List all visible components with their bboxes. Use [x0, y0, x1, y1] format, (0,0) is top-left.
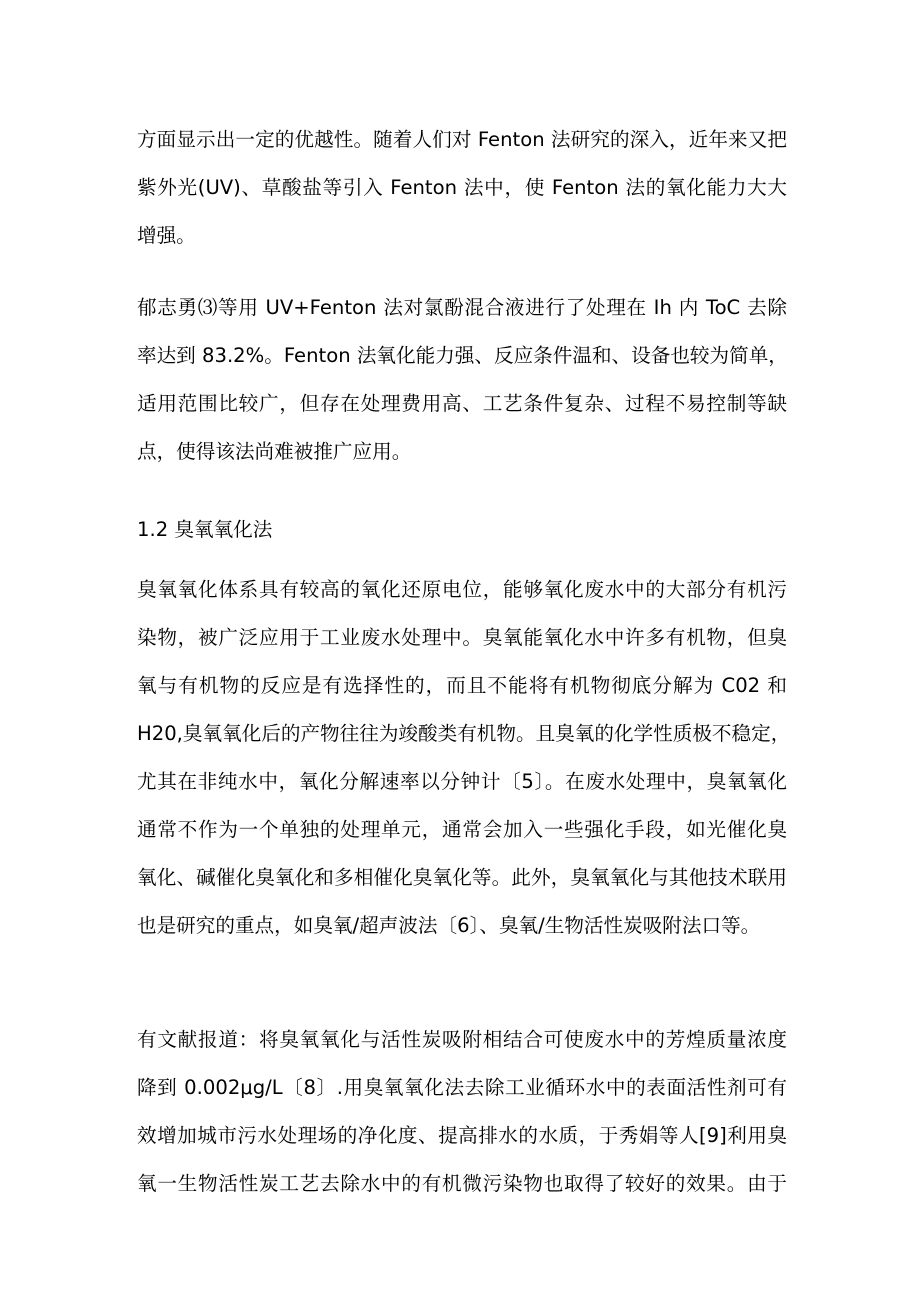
section-heading: 1.2 臭氧氧化法 [137, 518, 273, 541]
text-line: 点，使得该法尚难被推广应用。 [137, 440, 412, 463]
text-line: 臭氧氧化体系具有较高的氧化还原电位，能够氧化废水中的大部分有机污 [137, 578, 787, 601]
text-line: 有文献报道：将臭氧氧化与活性炭吸附相结合可使废水中的芳煌质量浓度 [137, 1028, 787, 1051]
text-line: 率达到 83.2%。Fenton 法氧化能力强、反应条件温和、设备也较为简单， [137, 344, 788, 367]
text-line: 方面显示出一定的优越性。随着人们对 Fenton 法研究的深入，近年来又把 [137, 128, 787, 151]
paragraph-uv-fenton-study [137, 291, 787, 468]
text-line: 染物，被广泛应用于工业废水处理中。臭氧能氧化水中许多有机物，但臭 [137, 626, 787, 649]
text-line: 降到 0.002μg/L〔8〕.用臭氧氧化法去除工业循环水中的表面活性剂可有 [137, 1076, 787, 1099]
text-line: 增强。 [137, 224, 196, 247]
text-line: 紫外光(UV)、草酸盐等引入 Fenton 法中，使 Fenton 法的氧化能力大大 [137, 176, 787, 199]
text-line: 氧与有机物的反应是有选择性的，而且不能将有机物彻底分解为 C02 和 [137, 674, 787, 697]
text-line: 适用范围比较广，但存在处理费用高、工艺条件复杂、过程不易控制等缺 [137, 392, 787, 415]
text-line: 郁志勇⑶等用 UV+Fenton 法对氯酚混合液进行了处理在 Ih 内 ToC 去除 [137, 296, 787, 319]
paragraph-literature-reports [137, 1023, 787, 1200]
text-line: 也是研究的重点，如臭氧/超声波法〔6〕、臭氧/生物活性炭吸附法口等。 [137, 914, 761, 937]
text-line: 氧化、碱催化臭氧化和多相催化臭氧化等。此外，臭氧氧化与其他技术联用 [137, 866, 787, 889]
text-line: 通常不作为一个单独的处理单元，通常会加入一些强化手段，如光催化臭 [137, 818, 787, 841]
text-line: H20,臭氧氧化后的产物往往为竣酸类有机物。且臭氧的化学性质极不稳定， [137, 722, 791, 745]
text-line: 氧一生物活性炭工艺去除水中的有机微污染物也取得了较好的效果。由于 [137, 1172, 787, 1195]
text-line: 效增加城市污水处理场的净化度、提高排水的水质，于秀娟等人[9]利用臭 [137, 1124, 787, 1147]
paragraph-fenton-improvements [137, 123, 787, 252]
text-line: 尤其在非纯水中，氧化分解速率以分钟计〔5〕。在废水处理中，臭氧氧化 [137, 770, 787, 793]
paragraph-ozone-oxidation [137, 573, 791, 942]
